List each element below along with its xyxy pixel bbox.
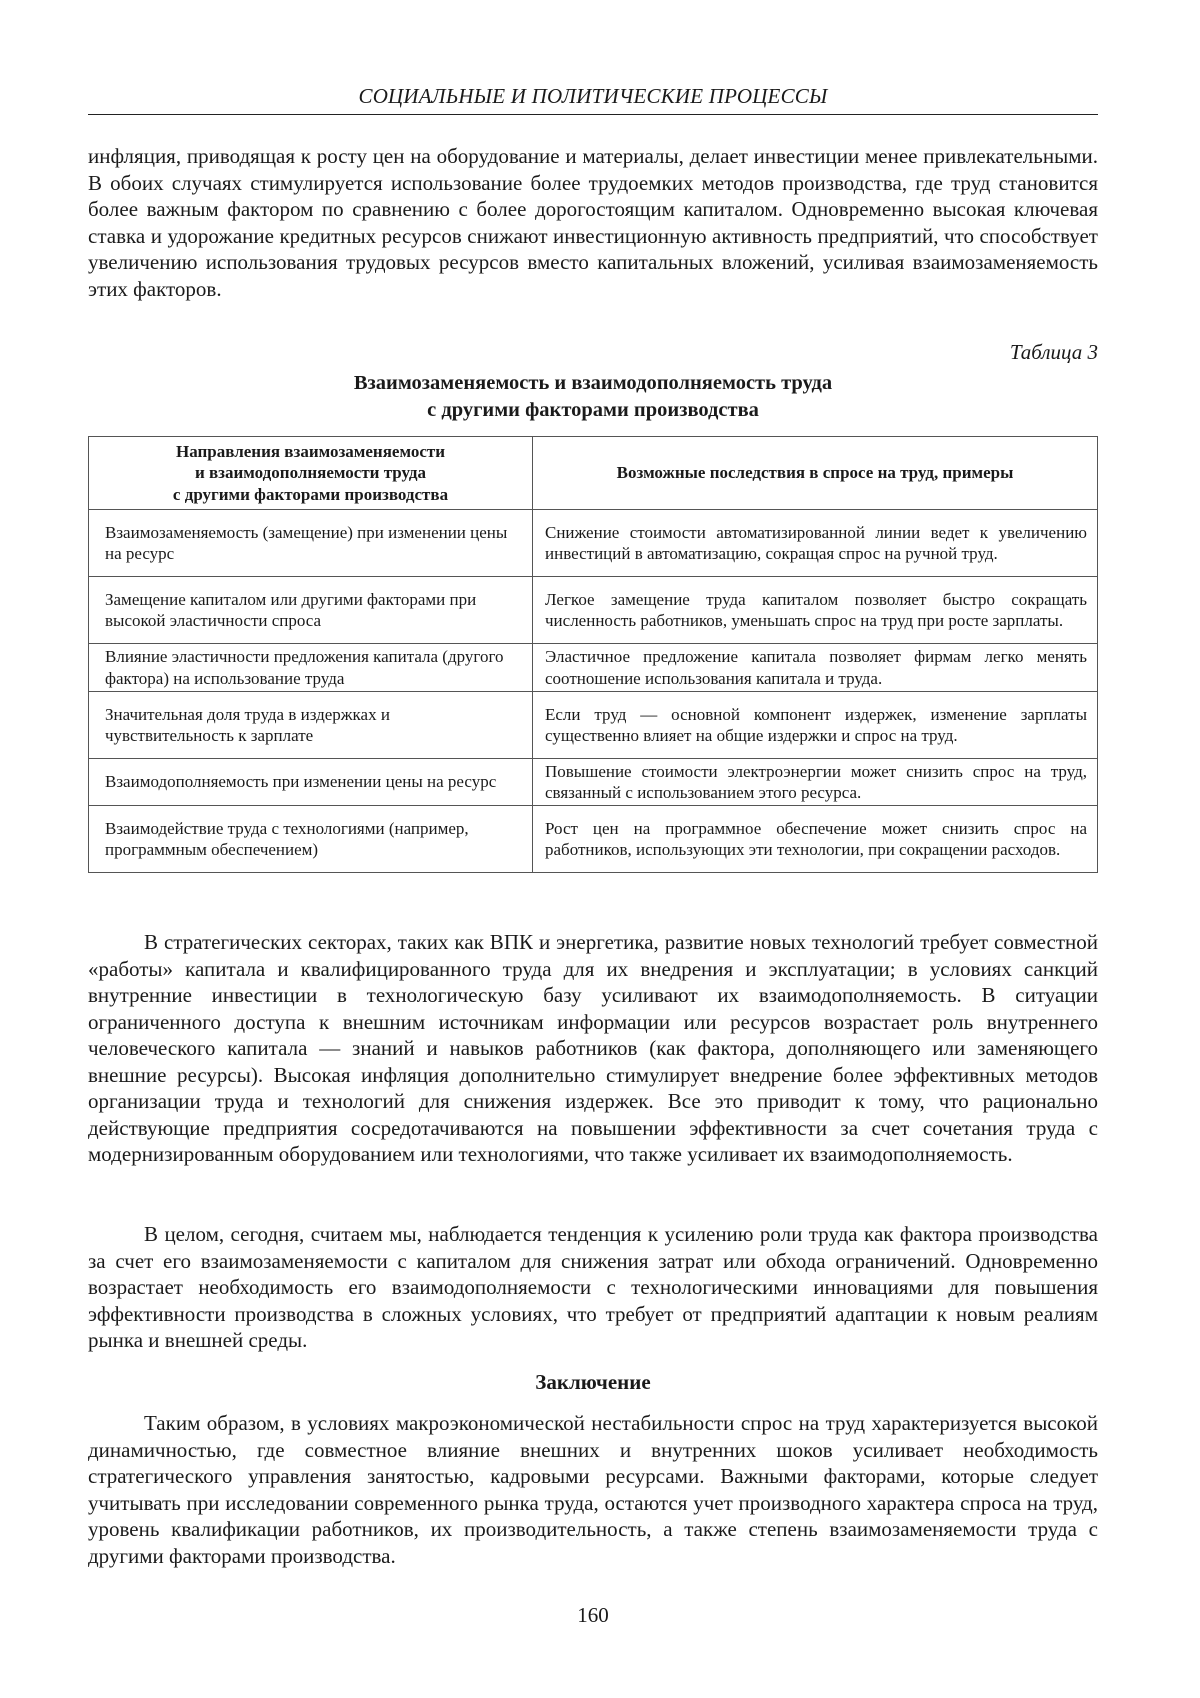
paragraph-3: В целом, сегодня, считаем мы, наблюдается тенденция к усилению роли труда как фактора производства за счет его взаимозаменяемости с капиталом для снижения затрат или обхода ограничений. Одновременно возрастает необходимость его взаимодополняемости с технологическими инновациями для повышения эффективности производства в сложных условиях, что требует от предприятий адаптации к новым реалиям рынка и внешней среды. [88, 1221, 1098, 1354]
direction-cell: Замещение капиталом или другими факторами при высокой эластичности спроса [89, 577, 533, 644]
direction-cell: Влияние эластичности предложения капитала (другого фактора) на использование труда [89, 644, 533, 692]
table-row [89, 759, 1098, 806]
direction-cell: Взаимодействие труда с технологиями (например, программным обеспечением) [89, 806, 533, 873]
table-row [89, 577, 1098, 644]
table-header-row [89, 437, 1098, 510]
table-row [89, 692, 1098, 759]
paragraph-1: инфляция, приводящая к росту цен на оборудование и материалы, делает инвестиции менее привлекательными. В обоих случаях стимулируется использование более трудоемких методов производства, где труд становится более важным фактором по сравнению с более дорогостоящим капиталом. Одновременно высокая ключевая ставка и удорожание кредитных ресурсов снижают инвестиционную активность предприятий, что способствует увеличению использования трудовых ресурсов вместо капитальных вложений, усиливая взаимозаменяемость этих факторов. [88, 143, 1098, 302]
header-line: Направления взаимозаменяемости [97, 441, 524, 463]
paragraph-2: В стратегических секторах, таких как ВПК и энергетика, развитие новых технологий требует совместной «работы» капитала и квалифицированного труда для их внедрения и эксплуатации; в условиях санкций внутренние инвестиции в технологическую базу усиливают их взаимодополняемость. В ситуации ограниченного доступа к внешним источникам информации или ресурсов возрастает роль внутреннего человеческого капитала — знаний и навыков работников (как фактора, дополняющего или заменяющего внешние ресурсы). Высокая инфляция дополнительно стимулирует внедрение более эффективных методов организации труда и технологий для снижения издержек. Все это приводит к тому, что рационально действующие предприятия сосредотачиваются на повышении эффективности за счет сочетания труда с модернизированным оборудованием или технологиями, что также усиливает их взаимодополняемость. [88, 929, 1098, 1168]
table-row [89, 806, 1098, 873]
consequence-cell: Рост цен на программное обеспечение может снизить спрос на работников, использующих эти технологии, при сокращении расходов. [533, 806, 1098, 873]
page-number: 160 [88, 1603, 1098, 1628]
table-title [88, 370, 1098, 424]
direction-cell: Значительная доля труда в издержках и чувствительность к зарплате [89, 692, 533, 759]
table-row [89, 510, 1098, 577]
header-rule [88, 114, 1098, 115]
conclusion-heading: Заключение [88, 1370, 1098, 1395]
table-title-line-2: с другими факторами производства [88, 397, 1098, 424]
consequence-cell: Эластичное предложение капитала позволяет фирмам легко менять соотношение использования капитала и труда. [533, 644, 1098, 692]
direction-cell: Взаимозаменяемость (замещение) при изменении цены на ресурс [89, 510, 533, 577]
paragraph-4: Таким образом, в условиях макроэкономической нестабильности спрос на труд характеризуется высокой динамичностью, где совместное влияние внешних и внутренних шоков усиливает необходимость стратегического управления занятостью, кадровыми ресурсами. Важными факторами, которые следует учитывать при исследовании современного рынка труда, остаются учет производного характера спроса на труд, уровень квалификации работников, их производительность, а также степень взаимозаменяемости труда с другими факторами производства. [88, 1410, 1098, 1569]
table-header-directions [89, 437, 533, 510]
table-header-consequences: Возможные последствия в спросе на труд, примеры [533, 437, 1098, 510]
direction-cell: Взаимодополняемость при изменении цены на ресурс [89, 759, 533, 806]
consequence-cell: Если труд — основной компонент издержек, изменение зарплаты существенно влияет на общие издержки и спрос на труд. [533, 692, 1098, 759]
table-row [89, 644, 1098, 692]
factors-table [88, 436, 1098, 873]
header-line: с другими факторами производства [97, 484, 524, 506]
header-line: и взаимодополняемости труда [97, 462, 524, 484]
table-title-line-1: Взаимозаменяемость и взаимодополняемость труда [88, 370, 1098, 397]
consequence-cell: Легкое замещение труда капиталом позволяет быстро сокращать численность работников, уменьшать спрос на труд при росте зарплаты. [533, 577, 1098, 644]
consequence-cell: Повышение стоимости электроэнергии может снизить спрос на труд, связанный с использованием этого ресурса. [533, 759, 1098, 806]
running-header: СОЦИАЛЬНЫЕ И ПОЛИТИЧЕСКИЕ ПРОЦЕССЫ [88, 84, 1098, 109]
table-label: Таблица 3 [88, 340, 1098, 365]
consequence-cell: Снижение стоимости автоматизированной линии ведет к увеличению инвестиций в автоматизацию, сокращая спрос на ручной труд. [533, 510, 1098, 577]
